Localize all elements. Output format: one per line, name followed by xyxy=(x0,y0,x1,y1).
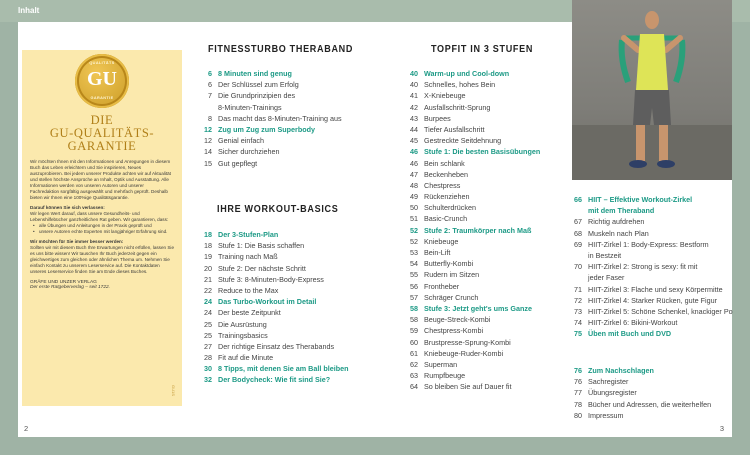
section-title-topfit: TOPFIT IN 3 STUFEN xyxy=(431,43,534,55)
seal-logo-text: GU xyxy=(87,68,117,90)
toc-page-number: 40 xyxy=(410,80,418,90)
toc-entry-title: Bücher und Adressen, die weiterhelfen xyxy=(588,399,712,409)
toc-page-number: 21 xyxy=(204,274,212,284)
toc-page-number: 58 xyxy=(410,303,418,313)
toc-entry xyxy=(196,135,342,146)
toc-entry-title: Tiefer Ausfallschritt xyxy=(424,124,485,134)
toc-entry-title: Rudern im Sitzen xyxy=(424,270,480,280)
toc-entry-title: Muskeln nach Plan xyxy=(588,228,649,238)
guarantee-title-line: DIE xyxy=(90,113,114,127)
toc-entry-title: in Bestzeit xyxy=(588,250,622,260)
toc-entry-title: Chestpress-Kombi xyxy=(424,326,484,336)
toc-entry xyxy=(196,158,342,169)
toc-page-number: 42 xyxy=(410,102,418,112)
toc-chapter-entry xyxy=(196,229,348,240)
toc-page-number: 25 xyxy=(204,330,212,340)
page-number-left: 2 xyxy=(24,424,29,433)
toc-page-number: 32 xyxy=(204,375,212,385)
toc-page-number: 18 xyxy=(204,230,212,239)
guarantee-bullets xyxy=(30,223,174,235)
toc-entry-title: mit dem Theraband xyxy=(588,206,655,216)
toc-page-number: 72 xyxy=(574,295,582,305)
toc-entry xyxy=(402,314,540,325)
toc-entry xyxy=(402,325,540,336)
toc-entry xyxy=(566,250,733,261)
toc-entry-title: HIIT-Zirkel 6: Bikini-Workout xyxy=(588,318,678,328)
toc-page-number: 56 xyxy=(410,281,418,291)
toc-page-number: 76 xyxy=(574,366,582,375)
toc-page-number: 6 xyxy=(208,80,212,90)
toc-entry-title: Die Grundprinzipien des xyxy=(218,91,296,101)
toc-page-number: 40 xyxy=(410,69,418,78)
toc-entry-title: Butterfly-Kombi xyxy=(424,259,474,269)
toc-page-number: 8 xyxy=(208,113,212,123)
toc-entry-title: HIIT-Zirkel 1: Body-Express: Bestform xyxy=(588,239,709,249)
gu-seal-icon xyxy=(75,54,129,108)
toc-entry-title: Zug um Zug zum Superbody xyxy=(218,124,316,134)
toc-chapter-entry xyxy=(566,205,733,216)
toc-entry xyxy=(402,359,540,370)
toc-page-number: 47 xyxy=(410,169,418,179)
toc-page-number: 7 xyxy=(208,91,212,101)
toc-entry-title: Kniebeuge xyxy=(424,236,459,246)
toc-entry-title: HIIT – Effektive Workout-Zirkel xyxy=(588,195,693,204)
toc-list-topfit xyxy=(402,68,540,392)
toc-entry-title: Der richtige Einsatz des Therabands xyxy=(218,341,335,351)
toc-page-number: 76 xyxy=(574,377,582,387)
toc-entry-title: Schulterdrücken xyxy=(424,203,476,213)
toc-page-number: 75 xyxy=(574,329,582,339)
toc-page-number: 46 xyxy=(410,147,418,157)
toc-entry-title: Stufe 2: Traumkörper nach Maß xyxy=(424,225,532,235)
toc-page-number: 49 xyxy=(410,192,418,202)
toc-entry-title: Zum Nachschlagen xyxy=(588,366,654,375)
toc-entry-title: 8 Tipps, mit denen Sie am Ball bleiben xyxy=(218,364,349,374)
toc-entry-title: Der 3-Stufen-Plan xyxy=(218,230,279,239)
toc-entry xyxy=(196,330,348,341)
toc-page-number: 50 xyxy=(410,203,418,213)
toc-entry-title: Rückenziehen xyxy=(424,192,470,202)
toc-entry xyxy=(196,263,348,274)
guarantee-title-line: GARANTIE xyxy=(67,139,137,153)
toc-entry xyxy=(196,102,342,113)
toc-entry-title: Die Ausrüstung xyxy=(218,319,267,329)
toc-entry-title: Gestreckte Seitdehnung xyxy=(424,136,502,146)
toc-entry xyxy=(566,387,711,398)
toc-entry xyxy=(402,79,540,90)
toc-entry xyxy=(402,281,540,292)
toc-entry-title: Stufe 1: Die besten Basisübungen xyxy=(424,147,541,157)
toc-entry-title: Training nach Maß xyxy=(218,252,278,262)
toc-page-number: 52 xyxy=(410,225,418,235)
toc-entry xyxy=(196,352,348,363)
toc-chapter-entry xyxy=(196,363,348,374)
toc-entry-title: HIIT-Zirkel 4: Starker Rücken, gute Figur xyxy=(588,295,718,305)
toc-entry xyxy=(402,381,540,392)
toc-page-number: 77 xyxy=(574,388,582,398)
section-title-fitnessturbo: FITNESSTURBO THERABAND xyxy=(208,43,354,55)
toc-entry-title: Beckenheben xyxy=(424,169,468,179)
toc-entry-title: So bleiben Sie auf Dauer fit xyxy=(424,382,512,392)
toc-entry xyxy=(196,285,348,296)
toc-entry-title: Superman xyxy=(424,359,458,369)
guarantee-improve-text: Sollten wir mit diesem Buch Ihre Erwartungen nicht erfüllen, lassen Sie es uns bitte wissen! Wir tauschen Ihr Buch jederzeit gegen ein gleichwertiges zum gleichen oder ähnlichen Thema um. Nehmen Sie einfach Kontakt zu unserem Leserservice auf. Die Kontaktdaten unseres Leserservice finden Sie am Ende dieses Buches. xyxy=(30,245,175,274)
toc-entry xyxy=(566,295,733,306)
toc-entry xyxy=(566,261,733,272)
toc-entry-title: Stufe 1: Die Basis schaffen xyxy=(218,241,305,251)
toc-page-number: 12 xyxy=(204,136,212,146)
guarantee-trust-text: Wir legen Wert darauf, dass unsere Gesundheits- und Lebenshilfebücher ganzheitlichen Rat geben. Wir garantieren, dass: xyxy=(30,211,169,222)
toc-entry xyxy=(196,341,348,352)
toc-entry-title: Ausfallschritt-Sprung xyxy=(424,102,491,112)
toc-entry-title: Trainingsbasics xyxy=(218,330,268,340)
toc-entry-title: Gut gepflegt xyxy=(218,158,258,168)
seal-top-text: QUALITÄTS xyxy=(89,61,115,65)
toc-entry-title: HIIT-Zirkel 2: Strong is sexy: fit mit xyxy=(588,262,698,272)
toc-entry xyxy=(402,213,540,224)
toc-entry-title: Stufe 2: Der nächste Schritt xyxy=(218,263,306,273)
toc-page-number: 54 xyxy=(410,259,418,269)
toc-entry-title: jeder Faser xyxy=(588,273,625,283)
toc-entry-title: HIIT-Zirkel 3: Flache und sexy Körpermitte xyxy=(588,284,723,294)
toc-entry-title: Bein schlank xyxy=(424,158,465,168)
toc-page-number: 60 xyxy=(410,337,418,347)
toc-entry-title: Richtig aufdrehen xyxy=(588,217,645,227)
toc-entry-title: Sicher durchziehen xyxy=(218,147,280,157)
toc-chapter-entry xyxy=(402,303,540,314)
toc-entry-title: Rumpfbeuge xyxy=(424,371,466,381)
toc-entry-title: Übungsregister xyxy=(588,388,637,398)
publisher-name: GRÄFE UND UNZER VERLAG xyxy=(30,280,97,285)
athlete-with-theraband-icon xyxy=(572,0,732,180)
toc-entry xyxy=(566,228,733,239)
athlete-photo xyxy=(572,0,732,180)
toc-page-number: 24 xyxy=(204,297,212,307)
toc-page-number: 78 xyxy=(574,399,582,409)
section-label: Inhalt xyxy=(18,6,40,15)
toc-entry xyxy=(196,240,348,251)
toc-entry-title: Üben mit Buch und DVD xyxy=(588,329,672,339)
toc-entry xyxy=(402,269,540,280)
toc-entry-title: Basic-Crunch xyxy=(424,214,468,224)
toc-page-number: 24 xyxy=(204,308,212,318)
toc-entry xyxy=(566,272,733,283)
toc-page-number: 69 xyxy=(574,239,582,249)
toc-entry xyxy=(402,236,540,247)
toc-chapter-entry xyxy=(196,374,348,385)
toc-entry xyxy=(196,146,342,157)
toc-page-number: 62 xyxy=(410,359,418,369)
guarantee-title-line: GU-QUALITÄTS- xyxy=(49,126,155,140)
toc-entry xyxy=(196,319,348,330)
toc-chapter-entry xyxy=(402,225,540,236)
toc-entry xyxy=(402,337,540,348)
toc-entry xyxy=(196,274,348,285)
toc-page-number: 15 xyxy=(204,158,212,168)
toc-chapter-entry xyxy=(196,68,342,79)
toc-entry-title: Der beste Zeitpunkt xyxy=(218,308,281,318)
toc-entry-title: Bein-Lift xyxy=(424,248,451,257)
toc-page-number: 43 xyxy=(410,113,418,123)
toc-entry-title: Genial einfach xyxy=(218,136,264,146)
toc-entry xyxy=(402,113,540,124)
toc-entry xyxy=(566,284,733,295)
toc-entry xyxy=(566,317,733,328)
toc-page-number: 67 xyxy=(574,217,582,227)
toc-page-number: 19 xyxy=(204,252,212,262)
toc-entry-title: Stufe 3: Jetzt geht's ums Ganze xyxy=(424,303,532,313)
toc-page-number: 59 xyxy=(410,326,418,336)
toc-entry xyxy=(402,191,540,202)
toc-chapter-entry xyxy=(196,124,342,135)
toc-list-fitnessturbo xyxy=(196,68,342,169)
toc-page-number: 27 xyxy=(204,341,212,351)
toc-entry xyxy=(196,307,348,318)
toc-entry xyxy=(566,399,711,410)
quality-guarantee-box xyxy=(22,50,182,406)
guarantee-heading-improve: Wir möchten für Sie immer besser werden: xyxy=(30,239,124,244)
toc-chapter-entry xyxy=(566,328,733,339)
toc-entry-title: Der Schlüssel zum Erfolg xyxy=(218,80,299,90)
toc-entry-title: HIIT-Zirkel 5: Schöne Schenkel, knackiger Po xyxy=(588,306,733,316)
toc-page-number: 45 xyxy=(410,136,418,146)
toc-entry-title: Warm-up und Cool-down xyxy=(424,69,510,78)
toc-entry xyxy=(402,102,540,113)
toc-page-number: 41 xyxy=(410,91,418,101)
toc-page-number: 6 xyxy=(208,69,212,78)
page-number-right: 3 xyxy=(719,424,724,433)
toc-entry-title: Das macht das 8-Minuten-Training aus xyxy=(218,113,342,123)
toc-entry-title: Der Bodycheck: Wie fit sind Sie? xyxy=(218,375,331,385)
guarantee-bullet: • unsere Autoren echte Experten mit langjähriger Erfahrung sind. xyxy=(39,229,174,235)
toc-entry-title: Chestpress xyxy=(424,180,461,190)
toc-entry-title: Kniebeuge-Ruder-Kombi xyxy=(424,348,504,358)
toc-entry-title: Das Turbo-Workout im Detail xyxy=(218,297,317,307)
toc-entry xyxy=(196,251,348,262)
toc-entry xyxy=(402,258,540,269)
toc-page-number: 63 xyxy=(410,371,418,381)
toc-entry-title: 8 Minuten sind genug xyxy=(218,69,292,78)
toc-entry xyxy=(402,247,540,258)
toc-entry-title: Sachregister xyxy=(588,377,629,387)
toc-entry-title: Schnelles, hohes Bein xyxy=(424,80,496,90)
toc-entry xyxy=(566,216,733,227)
toc-page-number: 14 xyxy=(204,147,212,157)
toc-entry xyxy=(402,370,540,381)
guarantee-title xyxy=(30,114,174,153)
toc-page-number: 28 xyxy=(204,353,212,363)
toc-entry xyxy=(566,376,711,387)
toc-page-number: 22 xyxy=(204,285,212,295)
toc-chapter-entry xyxy=(566,365,711,376)
toc-page-number: 25 xyxy=(204,319,212,329)
toc-page-number: 55 xyxy=(410,270,418,280)
seal-bottom-text: GARANTIE xyxy=(90,96,114,100)
toc-entry xyxy=(402,158,540,169)
guarantee-heading-trust: Darauf können Sie sich verlassen: xyxy=(30,205,105,210)
toc-entry xyxy=(402,169,540,180)
toc-page-number: 64 xyxy=(410,382,418,392)
toc-chapter-entry xyxy=(566,194,733,205)
toc-entry xyxy=(196,90,342,101)
toc-entry-title: Beuge-Streck-Kombi xyxy=(424,315,491,325)
toc-entry xyxy=(402,135,540,146)
toc-list-hiit xyxy=(566,194,733,339)
toc-entry xyxy=(566,239,733,250)
toc-page-number: 18 xyxy=(204,241,212,251)
toc-entry-title: Fit auf die Minute xyxy=(218,353,274,363)
toc-entry-title: 8-Minuten-Trainings xyxy=(218,102,282,112)
toc-page-number: 53 xyxy=(410,248,418,257)
toc-entry-title: Reduce to the Max xyxy=(218,285,279,295)
toc-entry xyxy=(566,410,711,421)
toc-list-appendix xyxy=(566,365,711,421)
toc-entry xyxy=(196,113,342,124)
toc-page-number: 20 xyxy=(204,263,212,273)
toc-chapter-entry xyxy=(402,146,540,157)
toc-entry-title: Impressum xyxy=(588,410,624,420)
toc-entry-title: Frontheber xyxy=(424,281,460,291)
toc-chapter-entry xyxy=(196,296,348,307)
toc-entry xyxy=(402,124,540,135)
publisher-slogan: Der erste Ratgeberverlag – seit 1722. xyxy=(30,285,110,290)
toc-page-number: 51 xyxy=(410,214,418,224)
toc-page-number: 68 xyxy=(574,228,582,238)
section-title-workout-basics: IHRE WORKOUT-BASICS xyxy=(217,203,339,215)
toc-entry-title: Stufe 3: 8-Minuten-Body-Express xyxy=(218,274,324,284)
guarantee-code: GU1S xyxy=(171,385,176,396)
toc-page-number: 73 xyxy=(574,306,582,316)
guarantee-intro: Wir möchten Ihnen mit den Informationen und Anregungen in diesem Buch das Leben erleichtern und Sie inspirieren, Neues auszuprobieren. Bei jedem unserer Produkte achten wir auf Aktualität und stellen höchste Ansprüche an Inhalt, Optik und Ausstattung. Alle Informationen werden von unseren Autoren und unserer Fachredaktion sorgfältig ausgewählt und mehrfach geprüft. Deshalb bieten wir Ihnen eine 100%ige Qualitätsgarantie. xyxy=(30,159,171,200)
toc-entry-title: X-Kniebeuge xyxy=(424,91,466,101)
toc-entry xyxy=(402,180,540,191)
toc-entry-title: Burpees xyxy=(424,113,451,123)
toc-page-number: 12 xyxy=(204,124,212,134)
toc-entry xyxy=(566,306,733,317)
toc-page-number: 66 xyxy=(574,195,582,204)
toc-page-number: 44 xyxy=(410,124,418,134)
toc-entry xyxy=(402,348,540,359)
toc-entry xyxy=(402,292,540,303)
toc-page-number: 48 xyxy=(410,180,418,190)
toc-entry xyxy=(196,79,342,90)
toc-page-number: 74 xyxy=(574,318,582,328)
toc-page-number: 80 xyxy=(574,410,582,420)
toc-page-number: 70 xyxy=(574,262,582,272)
toc-entry xyxy=(402,90,540,101)
toc-entry-title: Schräger Crunch xyxy=(424,292,479,302)
toc-page-number: 46 xyxy=(410,158,418,168)
toc-list-workout-basics xyxy=(196,229,348,386)
toc-page-number: 71 xyxy=(574,284,582,294)
toc-page-number: 30 xyxy=(204,364,212,374)
toc-entry-title: Brustpresse-Sprung-Kombi xyxy=(424,337,511,347)
toc-chapter-entry xyxy=(402,68,540,79)
toc-entry xyxy=(402,202,540,213)
guarantee-bullet: • alle Übungen und Anleitungen in der Praxis geprüft und xyxy=(39,223,174,229)
toc-page-number: 61 xyxy=(410,348,418,358)
toc-page-number: 52 xyxy=(410,236,418,246)
toc-page-number: 57 xyxy=(410,292,418,302)
toc-page-number: 58 xyxy=(410,315,418,325)
